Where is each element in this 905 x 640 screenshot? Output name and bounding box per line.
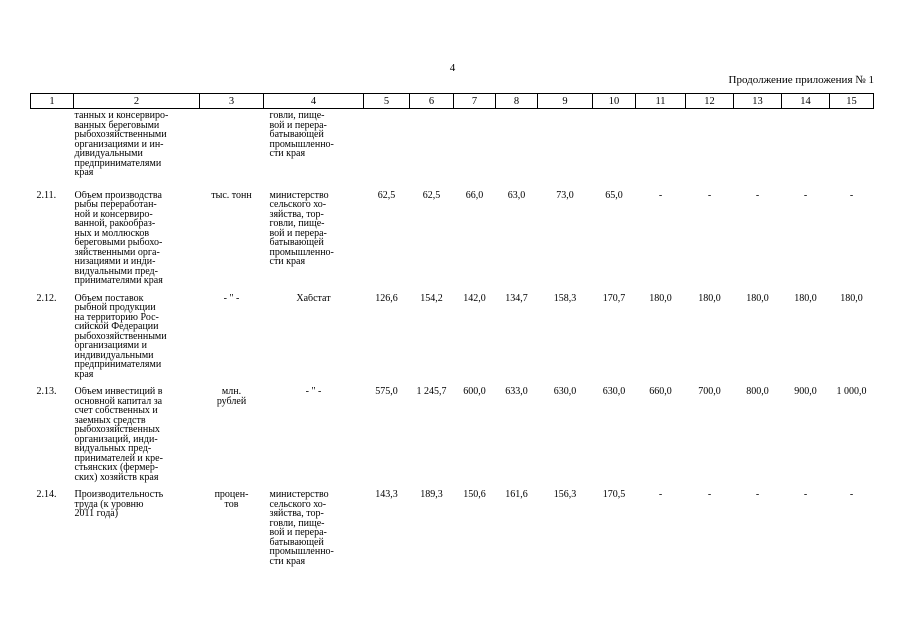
indicator-name: Объем производства рыбы переработан- ной и консервиро- ванной, ракообраз- ных и моллюсков береговыми рыбохо- зяйственными орга- низациями и инди- видуальными пред- принимателями края — [74, 190, 163, 286]
value-cell: 142,0 — [463, 293, 486, 304]
column-header: 6 — [410, 94, 454, 109]
column-header: 13 — [734, 94, 782, 109]
indicator-name: Объем инвестиций в основной капитал за счет собственных и заемных средств рыбохозяйственных организаций, инди- видуальных пред- принимателей и кре- стьянских (фермер- ских) хозяйств края — [74, 387, 163, 483]
column-header: 4 — [264, 94, 364, 109]
value-cell: 62,5 — [422, 190, 441, 201]
value-cell: 189,3 — [420, 490, 443, 500]
value-cell: - — [803, 190, 808, 201]
table-row-continued — [31, 109, 874, 191]
value-cell: 62,5 — [377, 190, 396, 201]
column-header: 12 — [686, 94, 734, 109]
value-cell: 630,0 — [602, 387, 626, 397]
value-cell: 65,0 — [605, 190, 623, 201]
value-cell: - — [658, 190, 663, 201]
value-cell: - — [755, 490, 760, 500]
value-cell: 126,6 — [375, 293, 398, 304]
value-cell: 600,0 — [463, 387, 486, 397]
value-cell: 158,3 — [553, 293, 577, 304]
responsible-body: министерство сельского хо- зяйства, тор- говли, пище- вой и перера- батывающей промышленно- сти края — [269, 490, 334, 567]
table-row — [31, 191, 874, 294]
value-cell: 180,0 — [794, 293, 817, 304]
value-cell: 170,7 — [602, 293, 626, 304]
value-cell: 180,0 — [840, 293, 863, 304]
table-row — [31, 387, 874, 490]
column-header: 9 — [538, 94, 593, 109]
value-cell: 660,0 — [649, 387, 672, 397]
value-cell: 575,0 — [375, 387, 398, 397]
column-header: 11 — [636, 94, 686, 109]
header-row — [31, 94, 874, 109]
value-cell: - — [707, 490, 712, 500]
value-cell: 170,5 — [602, 490, 626, 500]
value-cell: 1 245,7 — [416, 387, 447, 397]
unit: млн. рублей — [216, 387, 247, 407]
value-cell: 154,2 — [420, 293, 443, 304]
value-cell: - — [849, 490, 854, 500]
indicator-name: танных и консервиро- ванных береговыми рыбохозяйственными организациями и ин- дивидуальными предпринимателями края — [74, 110, 169, 178]
row-number: 2.14. — [36, 490, 57, 500]
column-header: 1 — [31, 94, 74, 109]
value-cell: 1 000,0 — [836, 387, 867, 397]
column-header: 3 — [200, 94, 264, 109]
value-cell: 134,7 — [505, 293, 528, 304]
value-cell: 156,3 — [553, 490, 577, 500]
value-cell: - — [755, 190, 760, 201]
value-cell: 73,0 — [556, 190, 574, 201]
indicator-name: Объем поставок рыбной продукции на территорию Рос- сийской Федерации рыбохозяйственными организациями и индивидуальными предпринимателями края — [74, 293, 167, 380]
responsible-body: говли, пище- вой и перера- батывающей промышленно- сти края — [269, 110, 334, 159]
responsible-body: - " - — [305, 387, 322, 397]
value-cell: 700,0 — [698, 387, 721, 397]
column-header: 2 — [74, 94, 200, 109]
unit: - " - — [223, 293, 240, 304]
value-cell: 630,0 — [553, 387, 577, 397]
value-cell: 180,0 — [746, 293, 769, 304]
value-cell: - — [849, 190, 854, 201]
value-cell: 143,3 — [375, 490, 398, 500]
value-cell: 63,0 — [507, 190, 526, 201]
value-cell: - — [803, 490, 808, 500]
column-header: 15 — [830, 94, 874, 109]
responsible-body: Хабстат — [296, 293, 331, 304]
column-header: 10 — [593, 94, 636, 109]
value-cell: 180,0 — [698, 293, 721, 304]
continuation-label: Продолжение приложения № 1 — [728, 74, 874, 86]
value-cell: 66,0 — [465, 190, 484, 201]
value-cell: 800,0 — [746, 387, 769, 397]
column-header: 8 — [496, 94, 538, 109]
value-cell: 161,6 — [505, 490, 528, 500]
table-row — [31, 490, 874, 574]
row-number: 2.13. — [36, 387, 57, 397]
unit: тыс. тонн — [211, 190, 252, 201]
column-header: 7 — [454, 94, 496, 109]
responsible-body: министерство сельского хо- зяйства, тор- говли, пище- вой и перера- батывающей промышленно- сти края — [269, 190, 334, 267]
row-number: 2.12. — [36, 293, 57, 304]
indicator-name: Производительность труда (к уровню 2011 года) — [74, 490, 164, 519]
value-cell: 180,0 — [649, 293, 672, 304]
table-row — [31, 294, 874, 388]
value-cell: 633,0 — [505, 387, 528, 397]
unit: процен- тов — [214, 490, 249, 510]
value-cell: 900,0 — [794, 387, 817, 397]
row-number: 2.11. — [36, 190, 57, 201]
column-header: 14 — [782, 94, 830, 109]
value-cell: - — [658, 490, 663, 500]
column-header: 5 — [364, 94, 410, 109]
page-number: 4 — [449, 62, 456, 74]
appendix-table — [30, 93, 874, 574]
value-cell: - — [707, 190, 712, 201]
value-cell: 150,6 — [463, 490, 486, 500]
